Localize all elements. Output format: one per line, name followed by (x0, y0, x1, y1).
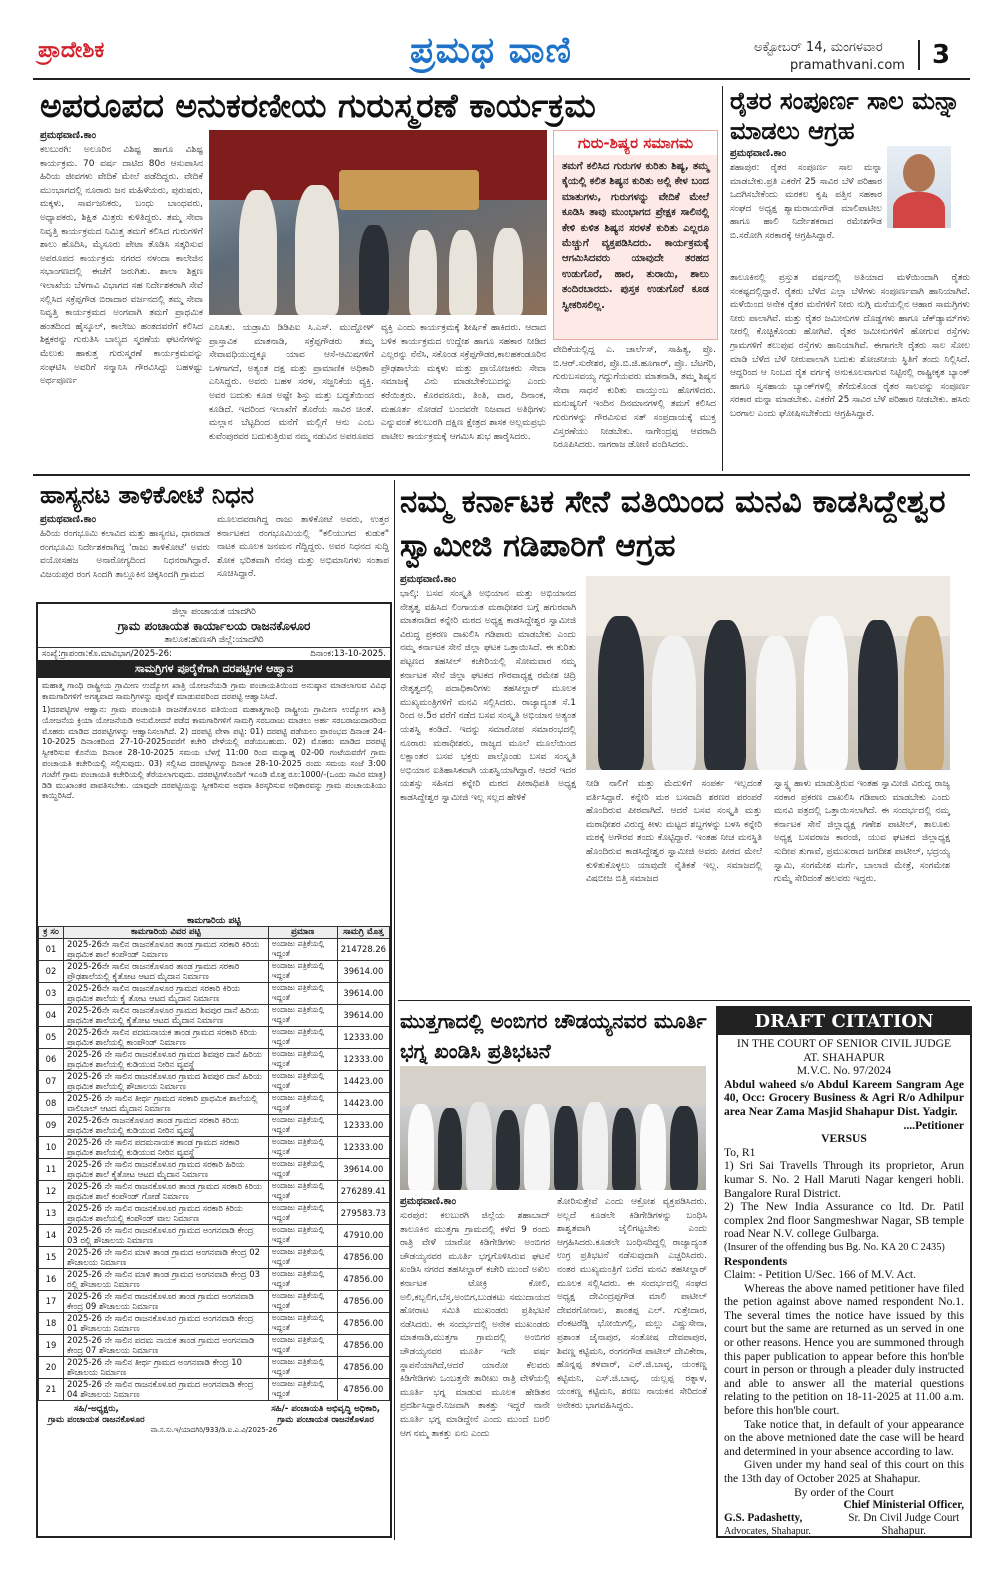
section-rule (398, 1000, 970, 1001)
column-rule (394, 480, 395, 1540)
cell-no: 13 (39, 1202, 64, 1224)
table-row (39, 1202, 390, 1224)
story4-headline[interactable]: ನಮ್ಮ ಕರ್ನಾಟಕ ಸೇನೆ ವತಿಯಿಂದ ಮನವಿ ಕಾಡಸಿದ್ದೇಶ್ವರ ಸ್ವಾಮೀಜಿ ಗಡಿಪಾರಿಗೆ ಆಗ್ರಹ (400, 484, 946, 564)
draft-court1: IN THE COURT OF SENIOR CIVIL JUDGE (736, 1037, 952, 1050)
cell-desc: 2025-26 ನೇ ಸಾಲಿನ ರಾಜನಕೊಳೂರ ಗ್ರಾಮದ ಅಂಗನವಾಡಿ ಕೇಂದ್ರ 01 ಶೌಚಾಲಯ ನಿರ್ಮಾಣ (64, 1312, 269, 1334)
story1-col3: ವ್ಯಕ್ತಿ ಎಂದು ಕಾರ್ಯಕ್ರಮಕ್ಕೆ ಶೀರ್ಷಿಕೆ ಹಾಕಿದರು. ಆದಾದ ಬಳಿಕ ಕಾರ್ಯಕ್ರಮದ ಉದ್ದೇಶ ಹಾಗೂ ಸಹಕಾರ ನೀಡಿದ ಎಲ್ಲರನ್ನು ನೆನೆಸಿ, ಸಕೊಂಡ ಸಕ್ರೆಪ್ಪಗೌಡರ,ಕಾಲಹಕಂಡೂರಿನ ಪ್ರೌಢಶಾಲೆಯ ಮಕ್ಕಳು ಮತ್ತು ಪ್ರಾಯೋಜಕರು ಸೇವಾ ಸಮಾಜಕ್ಕೆ ವಿನು ಮಾಡಬೇಕೆಂಬುದನ್ನು ಎಂದು ಕರೆಯಿತ್ತರು. ಕೊರವರೂರು, ತಿಂತಿ, ವಾರ, ದಿನಾಂಕ, ಮಹೂರ್ತ ನೋಡದೆ ಬಂದವರೇ ನಿಜವಾದ ಅತಿಥಿಗಳು ಎನ್ನುವಂತೆ ಕಲಬುರಗಿ ದಕ್ಷಿಣ ಕ್ಷೇತ್ರದ ಶಾಸಕ ಅಲ್ಲಮಪ್ರಭು ಪಾಟೀಲ ಕಾರ್ಯಕ್ರಮಕ್ಕೆ ಆಗಮಿಸಿ ಶುಭ ಹಾರೈಸಿದರು. (381, 323, 546, 442)
table-row (39, 1268, 390, 1290)
column-rule (722, 86, 723, 471)
draft-para1: Whereas the above named petitioner have filed the petion against above named respondent No.1. The several times the notice have issued by this court but the same are returned as un served in one or other reasons. Hence you are summoned through this paper publication to appear before this hon'ble court in person or through a pleader duly instructed and able to answer all the material questions relating to the petition on 18-11-2025 at 11.00 a.m. before this hon'ble court. (724, 1281, 964, 1418)
cell-desc: 2025-26 ನೇ ಸಾಲಿನ ಮಾಳಿ ತಾಂಡ ಗ್ರಾಮದ ಅಂಗನವಾಡಿ ಕೇಂದ್ರ 03 ರಲ್ಲಿ ಶೌಚಾಲಯ ನಿರ್ಮಾಣ (64, 1268, 269, 1290)
story3-byline: ಪ್ರಮಥವಾಣಿ.ಕಾಂ (40, 514, 97, 525)
draft-respondents: Respondents (724, 1254, 788, 1268)
cell-amt: 47856.00 (337, 1268, 389, 1290)
notice-intro: ಮಹಾತ್ಮ ಗಾಂಧಿ ರಾಷ್ಟ್ರೀಯ ಗ್ರಾಮೀಣ ಉದ್ಯೋಗ ಖಾತ್ರಿ ಯೋಜನೆಯಡಿ ಗ್ರಾಮ ಪಂಚಾಯತಿಯಿಂದ ಅನುಷ್ಠಾನ ಮಾಡಲಾಗುವ ವಿವಿಧ ಕಾಮಗಾರಿಗಳಿಗೆ ಅಗತ್ಯವಾದ ಸಾಮಗ್ರಿಗಳನ್ನು ಪೂರೈಕೆ ಮಾಡುವವರಿಂದ ದರಪಟ್ಟಿ ಆಹ್ವಾನಿಸಿದೆ. (42, 680, 386, 701)
cell-amt: 39614.00 (337, 1004, 389, 1026)
table-row (39, 1180, 390, 1202)
cell-desc: 2025-26 ನೇ ಸಾಲಿನ ಮಾಳಿ ತಾಂಡ ಗ್ರಾಮದ ಅಂಗನವಾಡಿ ಕೇಂದ್ರ 02 ಶೌಚಾಲಯ ನಿರ್ಮಾಣ (64, 1246, 269, 1268)
masthead: ಪ್ರಮಥ ವಾಣಿ (410, 30, 572, 71)
cell-no: 11 (39, 1158, 64, 1180)
draft-right-sub2: Shahapur. (881, 1525, 926, 1538)
section-label: ಪ್ರಾದೇಶಿಕ (38, 38, 105, 63)
story2-headline[interactable]: ರೈತರ ಸಂಪೂರ್ಣ ಸಾಲ ಮನ್ನಾ ಮಾಡಲು ಆಗ್ರಹ (730, 87, 960, 145)
cell-amt: 14423.00 (337, 1092, 389, 1114)
col-header-qty: ಪ್ರಮಾಣ (268, 927, 337, 939)
table-row (39, 960, 390, 982)
table-row (39, 1114, 390, 1136)
draft-petitioner: Abdul waheed s/o Abdul Kareem Sangram Age 40, Occ: Grocery Business & Agri R/o Adhilpur area Near Zama Masjid Shahapur Dist. Yadgir. (724, 1077, 964, 1118)
cell-no: 16 (39, 1268, 64, 1290)
notice-ref-no: ಸಂಖ್ಯೆ:ಗ್ರಾಪಂರಾ:ಕೊ.ಮಾವಿಭಾಗ/2025-26: (42, 649, 172, 659)
cell-qty: ಅಂದಾಜು ಪತ್ರಿಕೆಯಲ್ಲಿ ಇದ್ದಂತೆ (268, 1334, 337, 1356)
cell-no: 08 (39, 1092, 64, 1114)
cell-no: 14 (39, 1224, 64, 1246)
draft-left-sub: Advocates, Shahapur. (724, 1526, 811, 1538)
cell-desc: 2025-26ನೇ ರಾಜನಕೊಳೂರ ತಾಂಡ ಗ್ರಾಮದ ಸರಕಾರಿ ಕಿರಿಯ ಪ್ರಾಥಮಿಕ ಶಾಲೆಯಲ್ಲಿ ಕುಡಿಯುವ ನೀರಿನ ವ್ಯವಸ್ಥೆ (64, 1114, 269, 1136)
col-header-desc: ಕಾಮಗಾರಿಯ ವಿವರ ಪಟ್ಟಿ (64, 927, 269, 939)
cell-desc: 2025-26 ನೇ ಸಾಲಿನ ಪದಮ ನಾಯಕ ತಾಂಡ ಗ್ರಾಮದ ಅಂಗನವಾಡಿ ಕೇಂದ್ರ 07 ಶೌಚಾಲಯ ನಿರ್ಮಾಣ (64, 1334, 269, 1356)
table-row (39, 1158, 390, 1180)
cell-qty: ಅಂದಾಜು ಪತ್ರಿಕೆಯಲ್ಲಿ ಇದ್ದಂತೆ (268, 1004, 337, 1026)
story2-portrait (887, 146, 951, 228)
cell-amt: 279583.73 (337, 1202, 389, 1224)
cell-qty: ಅಂದಾಜು ಪತ್ರಿಕೆಯಲ್ಲಿ ಇದ್ದಂತೆ (268, 1158, 337, 1180)
tender-notice (36, 602, 392, 1538)
cell-amt: 47856.00 (337, 1312, 389, 1334)
cell-amt: 47856.00 (337, 1356, 389, 1378)
cell-qty: ಅಂದಾಜು ಪತ್ರಿಕೆಯಲ್ಲಿ ಇದ್ದಂತೆ (268, 1378, 337, 1400)
cell-desc: 2025-26ನೇ ಸಾಲಿನ ರಾಜನಕೊಳೂರ ಗ್ರಾಮದ ಶಿವಪುರ ದಾನೆ ಹಿರಿಯ ಪ್ರಾಥಮಿಕ ಶಾಲೆಯಲ್ಲಿ ಕೈತೋಟ ಆಟದ ಮೈದಾನ ನಿರ್ಮಾಣ (64, 1004, 269, 1026)
cell-desc: 2025-26ನೇ ಸಾಲಿನ ರಾಜನಕೊಳೂರ ತಾಂಡ ಗ್ರಾಮದ ಸರಕಾರಿ ಪ್ರೌಢಶಾಲೆಯಲ್ಲಿ ಕೈತೋಟ ಆಟದ ಮೈದಾನ ನಿರ್ಮಾಣ (64, 960, 269, 982)
story1-photo (209, 130, 547, 315)
draft-insurer: (Insurer of the offending bus Bg. No. KA 20 C 2435) (724, 1241, 945, 1253)
cell-desc: 2025-26ನೇ ಸಾಲಿನ ರಾಜನಕೊಳೂರ ತಾಂಡ ಗ್ರಾಮದ ಸರಕಾರಿ ಕಿರಿಯ ಪ್ರಾಥಮಿಕ ಶಾಲೆ ಕಂಪೌಂಡ್ ನಿರ್ಮಾಣ (64, 938, 269, 960)
story1-col1: ಕಲಬುರಗಿ: ಅಲೂರಿನ ವಿಶಿಷ್ಟ ಹಾಗೂ ವಿಶಿಷ್ಟ ಕಾರ್ಯಕ್ರಮ. 70 ವರ್ಷ ದಾಟಿದ 80ರ ಆಸುಪಾಸಿನ ಹಿರಿಯ ಜೀವಗಳು ವೇದಿಕೆ ಮೇಲೆ ಪಡೆದಿದ್ದರು. ವೇದಿಕೆ ಮುಂಭಾಗದಲ್ಲಿ ನೂರಾರು ಜನ ಮಹಿಳೆಯರು, ಪುರುಷರು, ಮಕ್ಕಳು, ಸಾರ್ವಜನಿಕರು, ಬಂಧು ಬಾಂಧವರು, ಅಧ್ಯಾಪಕರು, ಶಿಕ್ಷಿತ ಮಿತ್ರರು ಕುಳಿತಿದ್ದರು. ತಮ್ಮ ಸೇವಾ ನಿವೃತ್ತಿ ಕಾರ್ಯಕ್ರಮದ ನಿಮಿತ್ತ ತಮಗೆ ಕಲಿಸಿದ ಗುರುಗಳಿಗೆ ಶಾಲು ಹೊದಿಸಿ, ಮೈಸೂರು ಪೇಟಾ ತೊಡಿಸಿ ಸತ್ಕರಿಸುವ ಅಪರೂಪದ ಕಾರ್ಯಕ್ರಮ ನಗರದ ನಳಂದಾ ಕಾಲೇಜಿನ ಸಭಾಂಗಣದಲ್ಲಿ ಈಚೆಗೆ ಜರುಗಿತು. ಶಾಲಾ ಶಿಕ್ಷಣ ಇಲಾಖೆಯ ಬೆಳಗಾವಿ ವಿಭಾಗದ ಸಹ ನಿರ್ದೇಶಕರಾಗಿ ಸೇವೆ ಸಲ್ಲಿಸಿದ ಸಕ್ರೆಪ್ಪಗೌಡ ಬಿರಾದಾರ ವರ್ಜನದಲ್ಲಿ ತಮ್ಮ ಸೇವಾ ನಿವೃತ್ತಿ ಕಾರ್ಯಕ್ರಮದ ಅಂಗವಾಗಿ ತಮಗೆ ಪ್ರಾಥಮಿಕ ಹಂತದಿಂದ ಹೈಸ್ಕೂಲ್, ಕಾಲೇಜು ಹಂತದವರೆಗೆ ಕಲಿಸಿದ ಶಿಕ್ಷಕರನ್ನು ಗುರುತಿಸಿ ಬಾಲ್ಯದ ಸ್ಮರಣೆಯ ಘಟನೆಗಳನ್ನು ಮೆಲುಕು ಹಾಕುತ್ತ ಗುರುಸ್ಮರಣೆ ಕಾರ್ಯಕ್ರಮವನ್ನು ಸಂಘಟಿಸಿ ಅವರಿಗೆ ಸನ್ಮಾನಿಸಿ ಗೌರವಿಸಿದ್ದು ಬಹಳಷ್ಟು ಅರ್ಥಪೂರ್ಣ (40, 145, 203, 387)
story4-col3: ಸ್ವಾಸ್ಥ್ಯ ಹಾಳು ಮಾಡುತ್ತಿರುವ ಇಂತಹ ಸ್ವಾಮೀಜಿ ವಿರುದ್ಧ ರಾಜ್ಯ ಸರಕಾರ ಪ್ರಕರಣ ದಾಖಲಿಸಿ ಗಡಿಪಾರು ಮಾಡಬೇಕು ಎಂದು ಮನವಿ ಪತ್ರದಲ್ಲಿ ಒತ್ತಾಯಿಸಲಾಗಿದೆ. ಈ ಸಂದರ್ಭದಲ್ಲಿ ನಮ್ಮ ಕರ್ನಾಟಕ ಸೇನೆ ಜಿಲ್ಲಾಧ್ಯಕ್ಷ ಗಣೇಶ ಪಾಟೀಲ್, ತಾಲೂಕು ಅಧ್ಯಕ್ಷ ಬಸವರಾಜ ಕಾರಂಜಿ, ಯುವ ಘಟಕದ ಜಿಲ್ಲಾಧ್ಯಕ್ಷ ಸುದೀಪ ತುಗಾವೆ, ಪ್ರಮುಖರಾದ ಜಗದೀಶ ಪಾಟೀಲ್, ಭದ್ರಯ್ಯ ಸ್ವಾಮಿ, ಸಂಗಮೇಶ ಮರ್ಗೆ, ಬಾಲಾಜಿ ಮೇತ್ರೆ, ಸಂಗಮೇಶ ಗುಮ್ಮೆ ಸೇರಿದಂತೆ ಹಲವರು ಇದ್ದರು. (774, 779, 950, 885)
cell-desc: 2025-26 ನೇ ಸಾಲಿನ ರಾಜನಕೊಳೂರ ಗ್ರಾಮದ ಸರಕಾರಿ ಕಿರಿಯ ಪ್ರಾಥಮಿಕ ಶಾಲೆಯಲ್ಲಿ ಕಂಪೌಂಡ್ ವಾಲ ನಿರ್ಮಾಣ (64, 1202, 269, 1224)
cell-desc: 2025-26 ನೇ ಸಾಲಿನ ಪದಮನಾಯಕ ತಾಂಡ ಗ್ರಾಮದ ಸರಕಾರಿ ಪ್ರಾಥಮಿಕ ಶಾಲೆಯಲ್ಲಿ ಕುಡಿಯುವ ನೀರಿನ ವ್ಯವಸ್ಥೆ (64, 1136, 269, 1158)
draft-case-no: M.V.C. No. 97/2024 (796, 1064, 892, 1078)
story3-headline[interactable]: ಹಾಸ್ಯನಟ ತಾಳಿಕೋಟೆ ನಿಧನ (40, 481, 255, 509)
table-row (39, 1246, 390, 1268)
cell-amt: 47856.00 (337, 1290, 389, 1312)
table-row (39, 1334, 390, 1356)
draft-court2: AT. SHAHAPUR (803, 1050, 885, 1064)
cell-amt: 39614.00 (337, 960, 389, 982)
table-row (39, 1136, 390, 1158)
page-number-divider (918, 40, 920, 70)
table-row (39, 1224, 390, 1246)
cell-qty: ಅಂದಾಜು ಪತ್ರಿಕೆಯಲ್ಲಿ ಇದ್ದಂತೆ (268, 982, 337, 1004)
cell-desc: 2025-26 ನೇ ಸಾಲಿನ ರಾಜನಕೊಳೂರ ಗ್ರಾಮದ ಶಿವಪುರ ದಾನೆ ಹಿರಿಯ ಪ್ರಾಥಮಿಕ ಶಾಲೆಯಲ್ಲಿ ಕುಡಿಯುವ ನೀರಿನ ವ್ಯವಸ್ಥೆ (64, 1048, 269, 1070)
cell-qty: ಅಂದಾಜು ಪತ್ರಿಕೆಯಲ್ಲಿ ಇದ್ದಂತೆ (268, 1356, 337, 1378)
cell-desc: 2025-26 ನೇ ಸಾಲಿನ ರಾಜನಕೊಳೂರ ಗ್ರಾಮದ ಶಿವಪುರ ದಾನೆ ಹಿರಿಯ ಪ್ರಾಥಮಿಕ ಶಾಲೆಯಲ್ಲಿ ಶೌಚಾಲಯ ನಿರ್ಮಾಣ (64, 1070, 269, 1092)
cell-no: 09 (39, 1114, 64, 1136)
story2-body: ತಾಲೂಕಿನಲ್ಲಿ ಪ್ರಸ್ತುತ ವರ್ಷದಲ್ಲಿ ಅತಿಯಾದ ಮಳೆಯಿಂದಾಗಿ ರೈತರು ಸಂಕಷ್ಟದಲ್ಲಿದ್ದಾರೆ. ರೈತರು ಬೆಳೆದ ಎಲ್ಲಾ ಬೆಳೆಗಳು ಸಂಪೂರ್ಣವಾಗಿ ಹಾನಿಯಾಗಿವೆ. ಮಳೆಯಿಂದ ಅನೇಕ ರೈತರ ಮನೆಗಳಿಗೆ ನೀರು ನುಗ್ಗಿ ಮನೆಯಲ್ಲಿನ ಆಹಾರ ಸಾಮಗ್ರಿಗಳು ನೀರು ಪಾಲಾಗಿವೆ. ಮತ್ತು ರೈತರ ಜಮೀನುಗಳ ದೊಡ್ಡಗಳು ಹಾಗೂ ಚೆಕ್‌ಡ್ಯಾಮ್‌ಗಳು ನೀರಲ್ಲಿ ಕೊಚ್ಚಿಕೊಂಡು ಹೋಗಿವೆ. ರೈತರ ಜಮೀನುಗಳಿಗೆ ಹೋಗುವ ರಸ್ತೆಗಳು ಗ್ರಾಮಗಳಿಗೆ ತಲುಪುವ ರಸ್ತೆಗಳು ಹಾನಿಯಾಗಿವೆ. ಈಗಾಗಲೇ ರೈತರು ಸಾಲ ಸೋಲ ಮಾಡಿ ಬೆಳೆದ ಬೆಳೆ ನೀರುಪಾಲಾಗಿ ಬದುಕು ಶೋಚನೀಯ ಸ್ಥಿತಿಗೆ ತಂದು ನಿಲ್ಲಿಸಿದೆ. ಆದ್ದರಿಂದ ಆ ನಿಂಬದ ರೈತ ವರ್ಗಕ್ಕೆ ಅನುಕೂಲವಾಗುವ ನಿಟ್ಟಿನಲ್ಲಿ ರಾಷ್ಟ್ರೀಕೃತ ಬ್ಯಾಂಕ್ ಹಾಗೂ ಸ್ವಸಹಾಯ ಬ್ಯಾಂಕ್‌ಗಳಲ್ಲಿ ತೆಗೆದುಕೊಂಡ ರೈತರ ಸಾಲವನ್ನು ಸಂಪೂರ್ಣ ಸರಕಾರ ಮನ್ನಾ ಮಾಡಬೇಕು. ಎಕರೆಗೆ 25 ಸಾವಿರ ಬೆಳೆ ಪರಿಹಾರ ನೀಡಬೇಕು. ಹಸಿರು ಬರಗಾಲ ಎಂದು ಘೋಷಿಸಬೇಕೆಂದು ಆಗ್ರಹಿಸಿದ್ದಾರೆ. (730, 273, 970, 419)
sign-right-2: ಗ್ರಾಮ ಪಂಚಾಯತ ರಾಜನಕೊಳೂರ (277, 1414, 374, 1425)
header-rule (33, 78, 970, 80)
draft-citation (716, 1006, 972, 1538)
cell-no: 06 (39, 1048, 64, 1070)
cell-amt: 12333.00 (337, 1048, 389, 1070)
section-rule (33, 474, 970, 476)
cell-amt: 214728.26 (337, 938, 389, 960)
cell-qty: ಅಂದಾಜು ಪತ್ರಿಕೆಯಲ್ಲಿ ಇದ್ದಂತೆ (268, 1224, 337, 1246)
cell-no: 05 (39, 1026, 64, 1048)
table-row (39, 1004, 390, 1026)
notice-office: ಗ್ರಾಮ ಪಂಚಾಯತ ಕಾರ್ಯಾಲಯ ರಾಜನಕೊಳೂರ (117, 619, 311, 633)
cell-no: 02 (39, 960, 64, 982)
cell-desc: 2025-26 ನೇ ಸಾಲಿನ ರಾಜನಕೊಳೂರ ಗ್ರಾಮದ ಅಂಗನವಾಡಿ ಕೇಂದ್ರ 03 ರಲ್ಲಿ ಶೌಚಾಲಯ ನಿರ್ಮಾಣ (64, 1224, 269, 1246)
sign-left-1: ಸಹಿ/-ಅಧ್ಯಕ್ಷರು, (73, 1403, 119, 1414)
cell-no: 10 (39, 1136, 64, 1158)
cell-amt: 276289.41 (337, 1180, 389, 1202)
table-row (39, 1290, 390, 1312)
draft-para2: Take notice that, in default of your appearance on the above metnioned date the case will be heard and determined in your absence according to law. (724, 1417, 964, 1458)
cell-desc: 2025-26 ನೇ ಸಾಲಿನ ರಾಜನಕೊಳೂರ ತಾಂಡ ಗ್ರಾಮದ ಅಂಗನವಾಡಿ ಕೇಂದ್ರ 09 ಶೌಚಾಲಯ ನಿರ್ಮಾಣ (64, 1290, 269, 1312)
table-row (39, 938, 390, 960)
cell-no: 04 (39, 1004, 64, 1026)
page-number: 3 (932, 40, 951, 70)
cell-no: 18 (39, 1312, 64, 1334)
col-header-no: ಕ್ರ ಸಂ (39, 927, 64, 939)
story4-col2: ನೀಡಿ ನಾಲಿಗೆ ಮತ್ತು ಮೆದುಳಿಗೆ ಸಂಪರ್ಕ ಇಲ್ಲದಂತೆ ವರ್ತಿಸಿದ್ದಾರೆ. ಕನ್ನೇರಿ ಮಠ ಬಸವಾದಿ ಶರಣರ ಪರಂಪರೆ ಹೊಂದಿರುವ ಪೀಠವಾಗಿದೆ. ಆದರೆ ಬಸವ ಸಂಸ್ಕೃತಿ ಮತ್ತು ಮಠಾಧೀಶರ ವಿರುದ್ಧ ಕೀಳು ಮಟ್ಟದ ಶಬ್ದಗಳನ್ನು ಬಳಸಿ ಕನ್ನೇರಿ ಮಠಕ್ಕೆ ಅಗೌರವ ತಂದು ಕೊಟ್ಟಿದ್ದಾರೆ. ಇಂತಹ ನೀಚ ಮನಸ್ಥಿತಿ ಹೊಂದಿರುವ ಕಾಡಸಿದ್ದೇಶ್ವರ ಸ್ವಾಮೀಜಿ ಅವರು ಪೀಠದ ಮೇಲೆ ಕುಳಿತುಕೊಳ್ಳಲು ಯಾವುದೇ ನೈತಿಕತೆ ಇಲ್ಲ. ಸಮಾಜದಲ್ಲಿ ವಿಷಬೀಜ ಬಿತ್ತಿ ಸಮಾಜದ (586, 779, 762, 885)
story1-col2: ಎನಿಸಿತು. ಯಡ್ರಾಮಿ ಡಿಡಿಪಿಐ ಸಿ.ಎಸ್. ಮುದ್ದೋಳ್ ಪ್ರಾಸ್ತಾವಿಕ ಮಾತನಾಡಿ, ಸಕ್ರೆಪ್ಪಗೌಡರು ತಮ್ಮ ಸೇವಾವಧಿಯುದ್ದಕ್ಕೂ ಯಾವ ಆಸೆ-ಆಮಿಷಗಳಿಗೆ ಒಳಗಾಗದೆ, ಅತ್ಯಂತ ದಕ್ಷ ಮತ್ತು ಪ್ರಾಮಾಣಿಕ ಅಧಿಕಾರಿ ಎನಿಸಿದ್ದರು. ಅವರು ಬಹಳ ಸರಳ, ಸಜ್ಜನಿಕೆಯ ವ್ಯಕ್ತಿ. ಅವರ ಬದುಕು ಕೂಡ ಅಷ್ಟೇ ಶಿಸ್ತು ಮತ್ತು ಬದ್ಧತೆಯಿಂದ ಕೂಡಿದೆ. ಇದರಿಂದ ಇಲಾಖೆಗೆ ತೊರೆಯ ಸಾವಿರ ಚಿಂತೆ. ಮಲ್ಲಾನ ಬೆಟ್ಟದಿಂದ ಮನೆಗೆ ಮಲ್ಲಿಗೆ ಆನು ಎಂಬ ಕುವೆಂಪುರವರ ಬದುಕುತ್ತಿರುವ ನಮ್ಮ ನಡುವಿನ ಅಪರೂಪದ (209, 323, 374, 442)
table-row (39, 982, 390, 1004)
cell-desc: 2025-26 ನೇ ಸಾಲಿನ ತೀರ್ಥ ಗ್ರಾಮದ ಅಂಗನವಾಡಿ ಕೇಂದ್ರ 10 ಶೌಚಾಲಯ ನಿರ್ಮಾಣ (64, 1356, 269, 1378)
cell-qty: ಅಂದಾಜು ಪತ್ರಿಕೆಯಲ್ಲಿ ಇದ್ದಂತೆ (268, 1312, 337, 1334)
draft-left-name: G.S. Padashetty, (724, 1512, 803, 1525)
cell-no: 19 (39, 1334, 64, 1356)
website[interactable]: pramathvani.com (790, 58, 905, 73)
draft-para3: Given under my hand seal of this court on this the 13th day of October 2025 at Shahapur. (724, 1458, 964, 1485)
cell-qty: ಅಂದಾಜು ಪತ್ರಿಕೆಯಲ್ಲಿ ಇದ್ದಂತೆ (268, 960, 337, 982)
notice-ref-date: ದಿನಾಂಕ:13-10-2025. (310, 649, 386, 659)
cell-qty: ಅಂದಾಜು ಪತ್ರಿಕೆಯಲ್ಲಿ ಇದ್ದಂತೆ (268, 1246, 337, 1268)
cell-no: 12 (39, 1180, 64, 1202)
cell-desc: 2025-26 ನೇ ಸಾಲಿನ ರಾಜನಕೊಳೂರ ಗ್ರಾಮದ ಅಂಗನವಾಡಿ ಕೇಂದ್ರ 04 ಶೌಚಾಲಯ ನಿರ್ಮಾಣ (64, 1378, 269, 1400)
notice-footer-code: ವಾ.ಸ.ಸು.ಇ/ಯಾದಗಿರಿ/933/ಡಿ.ಐ.ಎ.ವಿ/2025-26 (150, 1425, 278, 1434)
story4-photo (586, 576, 950, 770)
table-row (39, 1070, 390, 1092)
sidebar-title: ಗುರು-ಶಿಷ್ಯರ ಸಮಾಗಮ (554, 131, 717, 155)
table-row (39, 1092, 390, 1114)
cell-amt: 39614.00 (337, 1158, 389, 1180)
cell-desc: 2025-26ನೇ ಸಾಲಿನ ರಾಜನಕೊಳೂರ ಗ್ರಾಮದ ಸರಕಾರಿ ಕಿರಿಯ ಪ್ರಾಥಮಿಕ ಶಾಲೆಯ ಕೈ ತೋಟ ಆಟದ ಮೈದಾನ ನಿರ್ಮಾಣ (64, 982, 269, 1004)
cell-amt: 14423.00 (337, 1070, 389, 1092)
cell-amt: 39614.00 (337, 982, 389, 1004)
draft-r1: 1) Sri Sai Travells Through its proprietor, Arun kumar S. No. 2 Hall Maruti Nagar kengeri hobli. Bangalore Rural District. (724, 1159, 964, 1200)
cell-amt: 47856.00 (337, 1246, 389, 1268)
draft-title: DRAFT CITATION (718, 1008, 970, 1035)
cell-qty: ಅಂದಾಜು ಪತ್ರಿಕೆಯಲ್ಲಿ ಇದ್ದಂತೆ (268, 1070, 337, 1092)
table-row (39, 1356, 390, 1378)
draft-order: By order of the Court (794, 1485, 894, 1499)
cell-qty: ಅಂದಾಜು ಪತ್ರಿಕೆಯಲ್ಲಿ ಇದ್ದಂತೆ (268, 1026, 337, 1048)
cell-no: 07 (39, 1070, 64, 1092)
draft-versus: VERSUS (821, 1132, 867, 1146)
story4-byline: ಪ್ರಮಥವಾಣಿ.ಕಾಂ (400, 574, 457, 585)
sidebar-text: ತಮಗೆ ಕಲಿಸಿದ ಗುರುಗಳ ಕುರಿತು ಶಿಷ್ಯ, ತಮ್ಮ ಕೈಯಲ್ಲಿ ಕಲಿತ ಶಿಷ್ಯನ ಕುರಿತು ಅಲ್ಲಿ ಕೇಳ ಬಂದ ಮಾತುಗಳು, ಗುರುಗಳನ್ನು ವೇದಿಕೆ ಮೇಲೆ ಕೂಡಿಸಿ ತಾವು ಮುಂಭಾಗದ ಪ್ರೇಕ್ಷಕ ಸಾಲಿನಲ್ಲಿ ಕೇಳಿ ಕುಳಿತ ಶಿಷ್ಯನ ಸರಳತೆ ಕುರಿತು ಎಲ್ಲರೂ ಮೆಚ್ಚುಗೆ ವ್ಯಕ್ತಪಡಿಸಿದರು. ಕಾರ್ಯಕ್ರಮಕ್ಕೆ ಆಗಮಿಸಿದವರು ಯಾವುದೇ ತರಹದ ಉಡುಗೊರೆ, ಹಾರ, ತುರಾಯಿ, ಶಾಲು ತಂದಿರಬಾರದು. ಪುಸ್ತಕ ಉಡುಗೊರೆ ಕೂಡ ಸ್ವೀಕರಿಸಲಿಲ್ಲ. (562, 161, 709, 311)
cell-no: 03 (39, 982, 64, 1004)
cell-qty: ಅಂದಾಜು ಪತ್ರಿಕೆಯಲ್ಲಿ ಇದ್ದಂತೆ (268, 1290, 337, 1312)
cell-no: 01 (39, 938, 64, 960)
cell-qty: ಅಂದಾಜು ಪತ್ರಿಕೆಯಲ್ಲಿ ಇದ್ದಂತೆ (268, 1114, 337, 1136)
cell-amt: 47856.00 (337, 1378, 389, 1400)
story2-byline: ಪ್ರಮಥವಾಣಿ.ಕಾಂ (730, 148, 787, 159)
sign-left-2: ಗ್ರಾಮ ಪಂಚಾಯತ ರಾಜನಕೊಳೂರ (48, 1414, 145, 1425)
cell-desc: 2025-26 ನೇ ಸಾಲಿನ ತೀರ್ಥ ಗ್ರಾಮದ ಸರಕಾರಿ ಪ್ರಾಥಮಿಕ ಶಾಲೆಯಲ್ಲಿ ವಾಲಿಬಾಲ್ ಆಟದ ಮೈದಾನ ನಿರ್ಮಾಣ (64, 1092, 269, 1114)
works-table (38, 926, 390, 1401)
story1-headline[interactable]: ಅಪರೂಪದ ಅನುಕರಣೀಯ ಗುರುಸ್ಮರಣೆ ಕಾರ್ಯಕ್ರಮ (40, 86, 596, 125)
story5-photo (400, 1066, 706, 1190)
cell-amt: 47856.00 (337, 1334, 389, 1356)
col-header-amt: ಸಾಮಗ್ರಿ ಮೊತ್ತ (337, 927, 389, 939)
draft-claim: Claim: - Petition U/Sec. 166 of M.V. Act. (724, 1268, 917, 1282)
sign-right-1: ಸಹಿ/- ಪಂಚಾಯತಿ ಅಭಿವೃದ್ಧಿ ಅಧಿಕಾರಿ, (271, 1403, 380, 1414)
story5-col1: ಸುರಪುರ: ಕಲಬುರಗಿ ಜಿಲ್ಲೆಯ ಶಹಾಬಾದ್ ತಾಲೂಕಿನ ಮುತ್ತಗಾ ಗ್ರಾಮದಲ್ಲಿ ಕಳೆದ 9 ರಂದು ರಾತ್ರಿ ವೇಳೆ ಯಾರೋ ಕಿಡಿಗೇಡಿಗಳು ಅಂಬಿಗರ ಚೌಡಯ್ಯನವರ ಮೂರ್ತಿ ಭಗ್ನಗೊಳಿಸಿರುವ ಘಟನೆ ಖಂಡಿಸಿ ನಗರದ ತಹಸೀಲ್ದಾರ್ ಕಚೇರಿ ಮುಂದೆ ಅಖಿಲ ಕರ್ನಾಟಕ ಟೋಕ್ರಿ ಕೋಲಿ, ಅಲಿ,ಕಬ್ಬಲಿಗ,ಬೆಸ್ತ,ಅಂಬಿಗ,ಬುಡಕಟು ಸಮುದಾಯದ ಹೋರಾಟ ಸಮಿತಿ ಮುಖಂಡರು ಪ್ರತಿಭಟನೆ ನಡೆಸಿದರು. ಈ ಸಂದರ್ಭದಲ್ಲಿ ಅನೇಕ ಮುಖಂಡರು ಮಾತನಾಡಿ,ಮುತ್ತಗಾ ಗ್ರಾಮದಲ್ಲಿ ಅಂಬಿಗರ ಚೌಡಯ್ಯನವರ ಮೂರ್ತಿ ಇದೇ ವರ್ಷ ಸ್ಥಾಪನೆಯಾಗಿದೆ,ಆದರೆ ಯಾರೋ ಕೆಲವರು ಕಿಡಿಗೇಡಿಗಳು ಒಂಬತ್ತನೇ ತಾರೀಖು ರಾತ್ರಿ ವೇಳೆಯಲ್ಲಿ ಮೂರ್ತಿ ಭಗ್ನ ಮಾಡುವ ಮೂಲಕ ಹೇಡಿತನ ಪ್ರದರ್ಶಿಸಿದ್ದಾರೆ.ನಿಜವಾಗಿ ತಾಕತ್ತು ಇದ್ದರೆ ನಾನೇ ಮೂರ್ತಿ ಭಗ್ನ ಮಾಡಿದ್ದೇನೆ ಎಂದು ಮುಂದೆ ಬರಲಿ ಆಗ ನಮ್ಮ ತಾಕತ್ತು ಏನು ಎಂದು (400, 1211, 550, 1439)
cell-qty: ಅಂದಾಜು ಪತ್ರಿಕೆಯಲ್ಲಿ ಇದ್ದಂತೆ (268, 938, 337, 960)
story2-lead: ಶಹಾಪುರ: ರೈತರ ಸಂಪೂರ್ಣ ಸಾಲ ಮನ್ನಾ ಮಾಡಬೇಕು.ಪ್ರತಿ ಎಕರೆಗೆ 25 ಸಾವಿರ ಬೆಳೆ ಪರಿಹಾರ ಒದಗಿಸಬೇಕೆಂದು ಮರಕಲ ಕೃಷಿ ಪತ್ತಿನ ಸಹಕಾರ ಸಂಘದ ಅಧ್ಯಕ್ಷ ಶ್ಯಾಮರಾಯಗೌಡ ಮಾಲಿಪಾಟೀಲ ಹಾಗೂ ಹಾಲಿ ನಿರ್ದೇಶಕರಾದ ರಮೇಶಗೌಡ ಬಿ.ಸರೋಗಿ ಸರಕಾರಕ್ಕೆ ಆಗ್ರಹಿಸಿದ್ದಾರೆ. (730, 163, 882, 241)
story3-col1: ಹಿರಿಯ ರಂಗಭೂಮಿ ಕಲಾವಿದ ಮತ್ತು ಹಾಸ್ಯನಟ, ಧಾರವಾಡ ರಂಗಭೂಮಿ ನಿರ್ದೇಶಕರಾಗಿದ್ದ 'ರಾಜು ತಾಳಿಕೋಟೆ' ಅವರು ವಯೋಸಹಜ ಅನಾರೋಗ್ಯದಿಂದ ನಿಧನರಾಗಿದ್ದಾರೆ. ವಿಜಯಪುರ ರಂಗ ಸಿಂದಗಿ ತಾಲ್ಲೂಕಿನ ಚಿಕ್ಕಸಿಂದಗಿ ಗ್ರಾಮದ (40, 529, 210, 580)
cell-desc: 2025-26 ನೇ ಸಾಲಿನ ರಾಜನಕೊಳೂರ ತಾಂಡ ಗ್ರಾಮದ ಸರಕಾರಿ ಕಿರಿಯ ಪ್ರಾಥಮಿಕ ಶಾಲೆ ಕಂಪೌಂಡ್ ಗೋಡೆ ನಿರ್ಮಾಣ (64, 1180, 269, 1202)
story4-col1: ಭಾಲ್ಕಿ: ಬಸವ ಸಂಸ್ಕೃತಿ ಅಭಿಯಾನ ಮತ್ತು ಅಭಿಯಾನದ ನೇತೃತ್ವ ವಹಿಸಿದ ಲಿಂಗಾಯತ ಮಠಾಧೀಶರ ಬಗ್ಗೆ ಹಗುರವಾಗಿ ಮಾತನಾಡಿದ ಕನ್ನೇರಿ ಮಠದ ಅಧ್ಯಕ್ಷ ಕಾಡಸಿದ್ದೇಶ್ವರ ಸ್ವಾಮೀಜಿ ವಿರುದ್ಧ ಪ್ರಕರಣ ದಾಖಲಿಸಿ ಗಡಿಪಾರು ಮಾಡಬೇಕು ಎಂದು ನಮ್ಮ ಕರ್ನಾಟಕ ಸೇನೆ ಜಿಲ್ಲಾ ಘಟಕ ಒತ್ತಾಯಿಸಿದೆ. ಈ ಕುರಿತು ಪಟ್ಟಣದ ತಹಸೀಲ್ ಕಚೇರಿಯಲ್ಲಿ ಸೋಮವಾರ ನಮ್ಮ ಕರ್ನಾಟಕ ಸೇನೆ ಜಿಲ್ಲಾ ಘಟಕದ ಗೌರವಾಧ್ಯಕ್ಷ ರಮೇಶ ಚಿದ್ರಿ ನೇತೃತ್ವದಲ್ಲಿ ಪದಾಧಿಕಾರಿಗಳು ತಹಸೀಲ್ದಾರ್ ಮೂಲಕ ಮುಖ್ಯಮಂತ್ರಿಗಳಿಗೆ ಮನವಿ ಸಲ್ಲಿಸಿದರು. ರಾಜ್ಯಾದ್ಯಂತ ಸೆ.1 ರಿಂದ ಅ.5ರ ವರೆಗೆ ನಡೆದ ಬಸವ ಸಂಸ್ಕೃತಿ ಅಭಿಯಾನ ಅತ್ಯಂತ ಯಶಸ್ವಿ ಕಂಡಿದೆ. ಇದನ್ನು ಸಮಾರೋಪ ಸಮಾರಂಭದಲ್ಲಿ ನೂರಾರು ಮಠಾಧೀಶರು, ರಾಜ್ಯದ ಮೂಲೆ ಮೂಲೆಯಿಂದ ಲಕ್ಷಾಂತರ ಬಸವ ಭಕ್ತರು ಪಾಲ್ಗೊಂಡು ಬಸವ ಸಂಸ್ಕೃತಿ ಅಭಿಯಾನ ಐತಿಹಾಸಿಕವಾಗಿ ಯಶಸ್ವಿಯಾಗಿದ್ದಾರೆ. ಆದರೆ ಇದರ ಯಶಸ್ಸು ಸಹಿಸದ ಕನ್ನೇರಿ ಮಠದ ಪೀಠಾಧಿಪತಿ ಅಧ್ಯಕ್ಷ ಕಾಡಸಿದ್ದೇಶ್ವರ ಸ್ವಾಮೀಜಿ ಇಲ್ಲ ಸಲ್ಲದ ಹೇಳಿಕೆ (400, 589, 576, 803)
cell-desc: 2025-26 ನೇ ಸಾಲಿನ ರಾಜನಕೊಳೂರ ಗ್ರಾಮದ ಸರಕಾರಿ ಹಿರಿಯ ಪ್ರಾಥಮಿಕ ಶಾಲೆ ಕೈತೋಟ ಆಟದ ಮೈದಾನ ನಿರ್ಮಾಣ (64, 1158, 269, 1180)
cell-qty: ಅಂದಾಜು ಪತ್ರಿಕೆಯಲ್ಲಿ ಇದ್ದಂತೆ (268, 1048, 337, 1070)
notice-body: 1)ದರಪಟ್ಟಿಗಳ ಆಹ್ವಾನ: ಗ್ರಾಮ ಪಂಚಾಯತಿ ರಾಜನಕೊಳೂರ ವತಿಯಿಂದ ಮಹಾತ್ಮಗಾಂಧಿ ರಾಷ್ಟ್ರೀಯ ಗ್ರಾಮೀಣ ಉದ್ಯೋಗ ಖಾತ್ರಿ ಯೋಜನೆಯ ಕ್ರಿಯಾ ಯೋಜನೆಯಡಿ ಅನುಮೋದನೆ ಪಡೆದ ಕಾಮಗಾರಿಗಳಿಗೆ ಸಾಮಗ್ರಿ ಸರಬರಾಜು ಮಾಡಲು ಅರ್ಹ ಸರಬರಾಜುದಾರರಿಂದ ಮೊಹರು ಮಾಡಿದ ದರಪಟ್ಟಿಗಳನ್ನು ಆಹ್ವಾನಿಸಲಾಗಿದೆ. 2) ದರಪಟ್ಟಿ ವೇಳಾ ಪಟ್ಟಿ: 01) ದರಪಟ್ಟಿ ಪಡೆಯಲು ಪ್ರಾರಂಭದ ದಿನಾಂಕ 24-10-2025 ದಿನಾಂಕದಿಂದ 27-10-2025ರವರೆಗೆ ಕಚೇರಿ ವೇಳೆಯಲ್ಲಿ ಪಡೆಯಬಹುದು. 02) ಮೊಹರು ಮಾಡಿದ ದರಪಟ್ಟಿ ಸ್ವೀಕರಿಸುವ ಕೊನೆಯ ದಿನಾಂಕ 28-10-2025 ಸಮಯ ಬೆಳಗ್ಗೆ 11:00 ರಿಂದ ಮಧ್ಯಾಹ್ನ 02-00 ಗಂಟೆಯವರೆಗೆ ಗ್ರಾಮ ಪಂಚಾಯತಿ ಕಚೇರಿಯಲ್ಲಿ ಸಲ್ಲಿಸುವುದು. 03) ಸಲ್ಲಿಸಿದ ದರಪಟ್ಟಿಗಳನ್ನು ದಿನಾಂಕ 28-10-2025 ರಂದು ಸಮಯ ಸಂಜೆ 3:00 ಗಂಟೆಗೆ ಗ್ರಾಮ ಪಂಚಾಯತಿ ಕಚೇರಿಯಲ್ಲಿ ತೆರೆಯಲಾಗುವುದು. ದರಪಟ್ಟಿಗಳೊಂದಿಗೆ ಇಎಂಡಿ ಮೊತ್ತ ರೂ:1000/-(ಒಂದು ಸಾವಿರ ಮಾತ್ರ) ಡಿಡಿ ಮುಖಾಂತರ ಪಾವತಿಸಬೇಕು. ಯಾವುದೇ ದರಪಟ್ಟಿಯನ್ನು ಸ್ವೀಕರಿಸುವ ಅಥವಾ ತಿರಸ್ಕರಿಸುವ ಅಧಿಕಾರವನ್ನು ಗ್ರಾಮ ಪಂಚಾಯತಿಯು ಕಾಯ್ದಿರಿಸಿದೆ. (42, 705, 386, 801)
cell-desc: 2025-26ನೇ ಸಾಲಿನ ಪದಮನಾಯಕ ತಾಂಡ ಗ್ರಾಮದ ಸರಕಾರಿ ಕಿರಿಯ ಪ್ರಾಥಮಿಕ ಶಾಲೆಯಲ್ಲಿ ಕಾಂಪೌಂಡ್ ನಿರ್ಮಾಣ (64, 1026, 269, 1048)
cell-qty: ಅಂದಾಜು ಪತ್ರಿಕೆಯಲ್ಲಿ ಇದ್ದಂತೆ (268, 1180, 337, 1202)
story5-byline: ಪ್ರಮಥವಾಣಿ.ಕಾಂ (400, 1196, 457, 1207)
cell-qty: ಅಂದಾಜು ಪತ್ರಿಕೆಯಲ್ಲಿ ಇದ್ದಂತೆ (268, 1136, 337, 1158)
cell-amt: 12333.00 (337, 1026, 389, 1048)
cell-no: 15 (39, 1246, 64, 1268)
story5-headline[interactable]: ಮುತ್ತಗಾದಲ್ಲಿ ಅಂಬಿಗರ ಚೌಡಯ್ಯನವರ ಮೂರ್ತಿ ಭಗ್ನ ಖಂಡಿಸಿ ಪ್ರತಿಭಟನೆ (400, 1009, 707, 1063)
draft-r2: 2) The New India Assurance co ltd. Dr. Patil complex 2nd floor Sangmeshwar Nagar, SB temple road Near N.V. college Gulbarga. (724, 1200, 964, 1241)
table-row (39, 1378, 390, 1400)
draft-officer: Chief Ministerial Officer, (843, 1499, 964, 1512)
cell-qty: ಅಂದಾಜು ಪತ್ರಿಕೆಯಲ್ಲಿ ಇದ್ದಂತೆ (268, 1268, 337, 1290)
draft-petitioner-label: ....Petitioner (903, 1118, 964, 1132)
story1-sidebar (553, 130, 718, 340)
cell-amt: 12333.00 (337, 1136, 389, 1158)
table-row (39, 1312, 390, 1334)
cell-qty: ಅಂದಾಜು ಪತ್ರಿಕೆಯಲ್ಲಿ ಇದ್ದಂತೆ (268, 1092, 337, 1114)
story3-col2: ಮೂಲದವರಾಗಿದ್ದ ರಾಜು ತಾಳಿಕೋಟೆ ಅವರು, ಉತ್ತರ ಕರ್ನಾಟಕದ ರಂಗಭೂಮಿಯಲ್ಲಿ "ಕಲಿಯುಗದ ಕುಡುಕ" ನಾಟಕ ಮೂಲಕ ಜನಮನ ಗೆದ್ದಿದ್ದರು. ಅವರ ನಿಧನದ ಸುದ್ದಿ ಶೋಕ ಭರಿತವಾಗಿ ನೆನಪು ಮತ್ತು ಅಭಿಮಾನಿಗಳು ಸಂತಾಪ ಸೂಚಿಸಿದ್ದಾರೆ. (217, 515, 389, 580)
story5-col2: ತೋರಿಸುತ್ತೇವೆ ಎಂದು ಆಕ್ರೋಶ ವ್ಯಕ್ತಪಡಿಸಿದರು. ಅಲ್ಲದೆ ಕೂಡಲೇ ಕಿಡಿಗೇಡಿಗಳನ್ನು ಬಂಧಿಸಿ ಶಾಶ್ವತವಾಗಿ ಜೈಲಿಗಟ್ಟಬೇಕು ಎಂದು ಆಗ್ರಹಿಸಿದರು.ಕೂಡಲೇ ಬಂಧಿಸದಿದ್ದಲ್ಲಿ ರಾಜ್ಯಾದ್ಯಂತ ಉಗ್ರ ಪ್ರತಿಭಟನೆ ನಡೆಸುವುದಾಗಿ ಎಚ್ಚರಿಸಿದರು. ನಂತರ ಮುಖ್ಯಮಂತ್ರಿಗೆ ಬರೆದ ಮನವಿ ತಹಸೀಲ್ದಾರ್ ಮೂಲಕ ಸಲ್ಲಿಸಿದರು. ಈ ಸಂದರ್ಭದಲ್ಲಿ ಸಂಘದ ಅಧ್ಯಕ್ಷ ದೇವಿಂದ್ರಪ್ಪಗೌಡ ಮಾಲಿ ಪಾಟೀಲ್ ದೇವರಗೋನಾಲ, ಶಾಂತಪ್ಪ ಎಲ್. ಗುತ್ತೇದಾರ, ವೆಂಕಟರೆಡ್ಡಿ ಭೋಯಿಗಲ್ಲಿ, ಮಲ್ಲು ವಿಷ್ಣುಸೇನಾ, ಪ್ರಶಾಂತ ಜೈನಾಪುರ, ಸಂತೋಷ ದೇವಪಾಪುರ, ಶಿವಣ್ಣ ಕಟ್ಟಿಮನಿ, ರಂಗನಗೌಡ ಪಾಟೀಲ್ ದೇವಿಕೇರಾ, ಹೊನ್ನಪ್ಪ ತಳವಾರ್, ಎನ್.ಜಿ.ಬಾವ್ಳ, ಯಂಕಣ್ಣ ಕಟ್ಟಿಮನಿ, ಎಸ್.ಜಿ.ಬಾವ್ಳ, ಯಲ್ಲಪ್ಪ ರತ್ನಾಳ, ಯಂಕಣ್ಣ ಕಟ್ಟಿಮನಿ, ಶರಣು ನಾಯಕನ ಸೇರಿದಂತೆ ಅನೇಕರು ಭಾಗವಹಿಸಿದ್ದರು. (557, 1197, 707, 1411)
issue-date: ಅಕ್ಟೋಬರ್ 14, ಮಂಗಳವಾರ (754, 40, 883, 55)
cell-no: 17 (39, 1290, 64, 1312)
cell-no: 21 (39, 1378, 64, 1400)
notice-banner: ಸಾಮಗ್ರಿಗಳ ಪೂರೈಕೆಗಾಗಿ ದರಪಟ್ಟಿಗಳ ಆಹ್ವಾನ (38, 660, 390, 678)
cell-qty: ಅಂದಾಜು ಪತ್ರಿಕೆಯಲ್ಲಿ ಇದ್ದಂತೆ (268, 1202, 337, 1224)
notice-line1: ಜಿಲ್ಲಾ ಪಂಚಾಯತ ಯಾದಗಿರಿ (172, 607, 256, 617)
notice-list-title: ಕಾಮಗಾರಿಯ ಪಟ್ಟಿ (187, 916, 241, 926)
cell-amt: 12333.00 (337, 1114, 389, 1136)
story1-col4: ವೇದಿಕೆಯಲ್ಲಿದ್ದ ಎ. ಚಾರ್ಲೆಸ್, ಸಾಹಿತ್ಯ, ಪ್ರೊ. ಬಿ.ಆರ್.ಸುರೇಶರ, ಪ್ರೊ.ಬಿ.ಜಿ.ಹೂಗಾರ್, ಪ್ರೊ. ಬೆಟಗೆರಿ, ಗುರುಬಸವಯ್ಯ ಗದ್ದುಗೆಯವರು ಮಾತನಾಡಿ, ತಮ್ಮ ಶಿಷ್ಯನ ಸೇವಾ ಸಾಧನೆ ಕುರಿತು ವಾಯ್ತುಂಬ ಹೊಗಳಿದರು. ಮನುಷ್ಯನಿಗೆ ಇಂದಿನ ದಿನಮಾನಗಳಲ್ಲಿ ತಮಗೆ ಕಲಿಸಿದ ಗುರುಗಳನ್ನು ಗೌರವಿಸುವ ಸತ್ ಸಂಪ್ರದಾಯಕ್ಕೆ ಮುಕ್ತ ವಿಸ್ತರಣೆಯು ನೀಡಬೇಕು. ನಾಗೇಂದ್ರಪ್ಪ ಆವರಾದಿ ನಿರೂಪಿಸಿದರು. ನಾಗರಾಜ ಡೋಣಿ ವಂದಿಸಿದರು. (553, 345, 716, 451)
cell-no: 20 (39, 1356, 64, 1378)
cell-amt: 47910.00 (337, 1224, 389, 1246)
table-row (39, 1026, 390, 1048)
table-row (39, 1048, 390, 1070)
draft-to: To, R1 (724, 1145, 756, 1159)
draft-right-sub1: Sr. Dn Civil Judge Court (848, 1512, 960, 1525)
notice-line3: ತಾಲೂಕ:ಹುಣಸಗಿ ಜಿಲ್ಲೆ:ಯಾದಗಿರಿ (164, 635, 264, 645)
story1-byline: ಪ್ರಮಥವಾಣಿ.ಕಾಂ (40, 130, 97, 141)
